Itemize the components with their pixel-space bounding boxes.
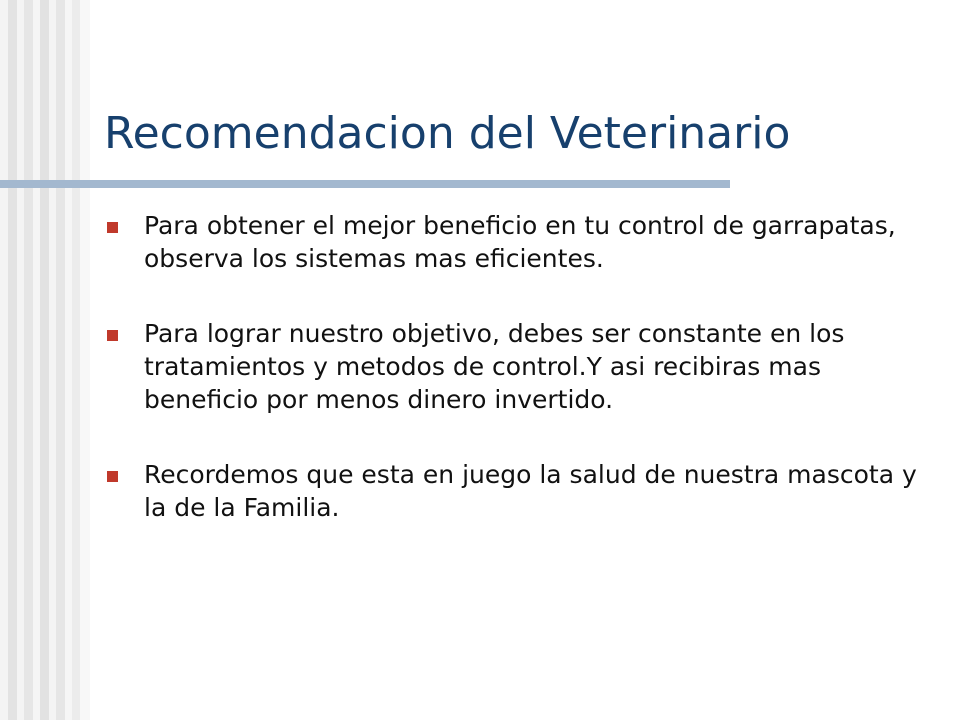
- square-bullet-icon: [107, 330, 118, 341]
- slide-title: Recomendacion del Veterinario: [104, 108, 791, 159]
- bullet-text: Para obtener el mejor beneficio en tu control de garrapatas, observa los sistemas mas eficientes.: [144, 211, 896, 273]
- bullet-item: [104, 209, 924, 275]
- decorative-stripes: [0, 0, 90, 720]
- bullet-text: Recordemos que esta en juego la salud de nuestra mascota y la de la Familia.: [144, 460, 917, 522]
- bullet-item: [104, 317, 924, 416]
- title-underline: [0, 180, 730, 188]
- bullet-text: Para lograr nuestro objetivo, debes ser constante en los tratamientos y metodos de control.Y asi recibiras mas beneficio por menos dinero invertido.: [144, 319, 845, 414]
- bullet-list: [104, 209, 924, 566]
- bullet-item: [104, 458, 924, 524]
- square-bullet-icon: [107, 222, 118, 233]
- square-bullet-icon: [107, 471, 118, 482]
